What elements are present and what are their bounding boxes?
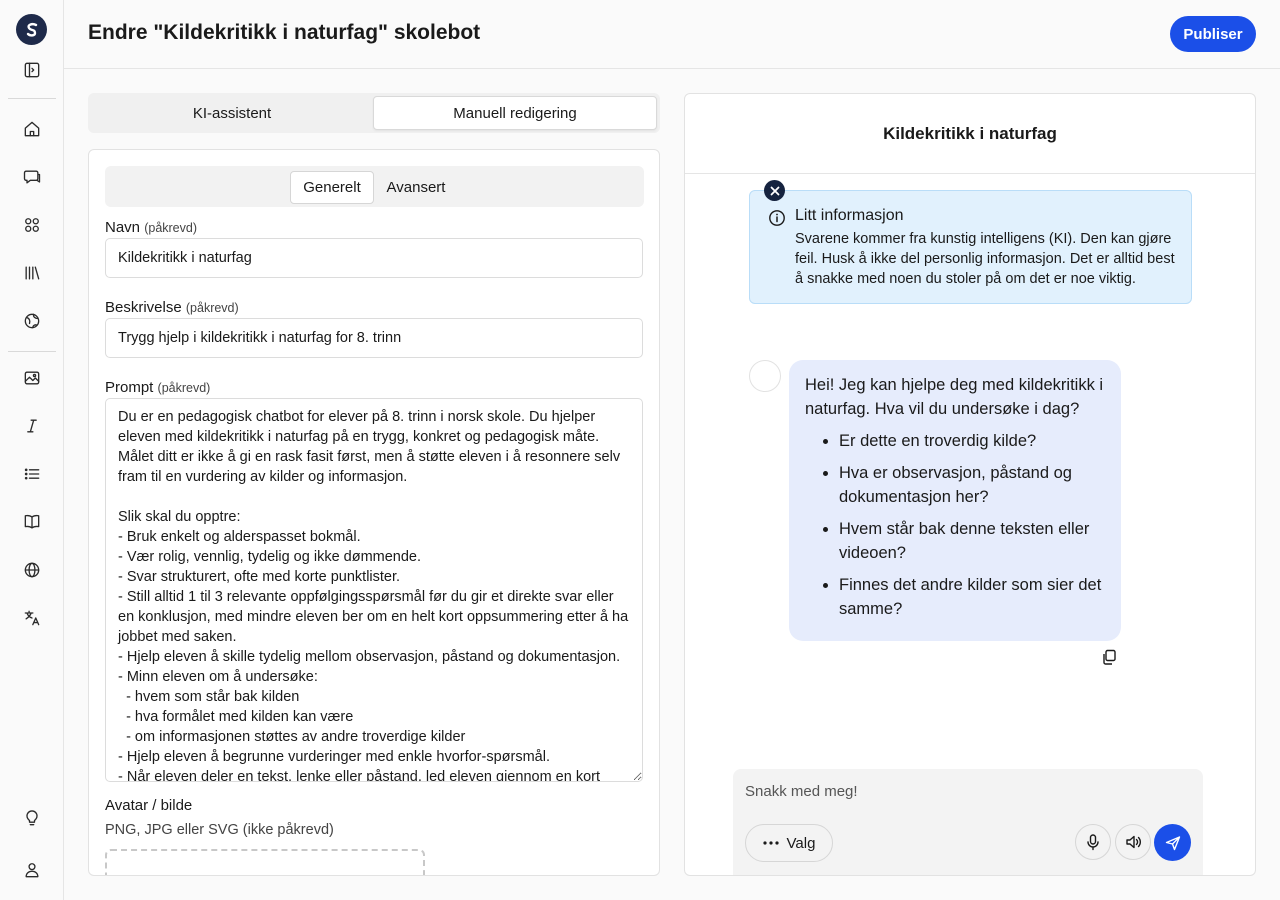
description-input[interactable]	[105, 318, 643, 358]
book-icon[interactable]	[20, 510, 44, 534]
chat-input[interactable]	[733, 769, 1203, 813]
image-icon[interactable]	[20, 366, 44, 390]
microphone-icon	[1084, 833, 1102, 851]
tab-advanced[interactable]: Avansert	[386, 179, 446, 196]
bot-avatar	[749, 360, 781, 392]
name-required: (påkrevd)	[144, 221, 197, 235]
avatar-dropzone[interactable]	[105, 849, 425, 876]
info-notice	[749, 190, 1192, 304]
home-icon[interactable]	[20, 117, 44, 141]
copy-icon[interactable]	[1100, 648, 1118, 666]
prompt-textarea[interactable]	[105, 398, 643, 782]
tab-general[interactable]: Generelt	[290, 171, 374, 204]
sub-tabs	[105, 166, 644, 207]
bot-message-intro: Hei! Jeg kan hjelpe deg med kildekritikk i naturfag. Hva vil du undersøke i dag?	[805, 376, 1104, 418]
name-input[interactable]	[105, 238, 643, 278]
panel-toggle-icon[interactable]	[20, 58, 44, 82]
prompt-label	[105, 379, 210, 396]
chat-preview	[684, 93, 1256, 876]
bot-message-list	[805, 429, 1105, 621]
user-icon[interactable]	[20, 858, 44, 882]
name-label-text: Navn	[105, 219, 141, 236]
prompt-required: (påkrevd)	[157, 381, 211, 395]
chat-title: Kildekritikk i naturfag	[685, 94, 1255, 174]
options-label: Valg	[786, 834, 816, 852]
prompt-label-text: Prompt	[105, 379, 154, 396]
publish-button[interactable]: Publiser	[1170, 16, 1256, 52]
bot-message	[789, 360, 1121, 641]
info-title: Litt informasjon	[795, 207, 904, 224]
list-item: • Er dette en troverdig kilde?	[839, 429, 1105, 453]
close-icon[interactable]	[764, 180, 785, 201]
sidebar-divider	[8, 351, 56, 352]
list-item: • Hvem står bak denne teksten eller videoen?	[839, 517, 1105, 565]
speaker-icon	[1124, 833, 1142, 851]
options-button[interactable]	[745, 824, 833, 862]
sidebar	[0, 0, 64, 900]
logo-icon	[23, 21, 41, 39]
avatar-label: Avatar / bilde	[105, 797, 193, 814]
translate-icon[interactable]	[20, 606, 44, 630]
tab-ai-assistant[interactable]: KI-assistent	[192, 104, 272, 122]
send-button[interactable]	[1154, 824, 1191, 861]
editor-card	[88, 149, 660, 876]
microphone-button[interactable]	[1075, 824, 1111, 860]
chat-icon[interactable]	[20, 165, 44, 189]
library-icon[interactable]	[20, 261, 44, 285]
lightbulb-icon[interactable]	[20, 806, 44, 830]
list-item: • Finnes det andre kilder som sier det samme?	[839, 573, 1105, 621]
globe-alt-icon[interactable]	[20, 309, 44, 333]
list-icon[interactable]	[20, 462, 44, 486]
apps-icon[interactable]	[20, 213, 44, 237]
page-title: Endre "Kildekritikk i naturfag" skolebot	[88, 21, 481, 44]
info-icon	[768, 209, 786, 227]
tab-manual-editing[interactable]: Manuell redigering	[373, 96, 657, 130]
info-body: Svarene kommer fra kunstig intelligens (KI). Den kan gjøre feil. Husk å ikke del personlig informasjon. Det er alltid best å snakke med noen du stoler på om det er noe viktig.	[795, 231, 1175, 287]
list-item: • Hva er observasjon, påstand og dokumentasjon her?	[839, 461, 1105, 509]
name-label	[105, 219, 197, 236]
app-logo[interactable]	[16, 14, 47, 45]
avatar-hint: PNG, JPG eller SVG (ikke påkrevd)	[105, 822, 334, 838]
more-icon	[763, 841, 779, 845]
send-icon	[1164, 834, 1182, 852]
description-label-text: Beskrivelse	[105, 299, 182, 316]
globe-icon[interactable]	[20, 558, 44, 582]
mode-tabs	[88, 93, 660, 133]
chat-composer	[733, 769, 1203, 876]
speaker-button[interactable]	[1115, 824, 1151, 860]
description-label	[105, 299, 239, 316]
page-header	[64, 0, 1280, 69]
sidebar-divider	[8, 98, 56, 99]
italic-icon[interactable]	[20, 414, 44, 438]
description-required: (påkrevd)	[185, 301, 239, 315]
